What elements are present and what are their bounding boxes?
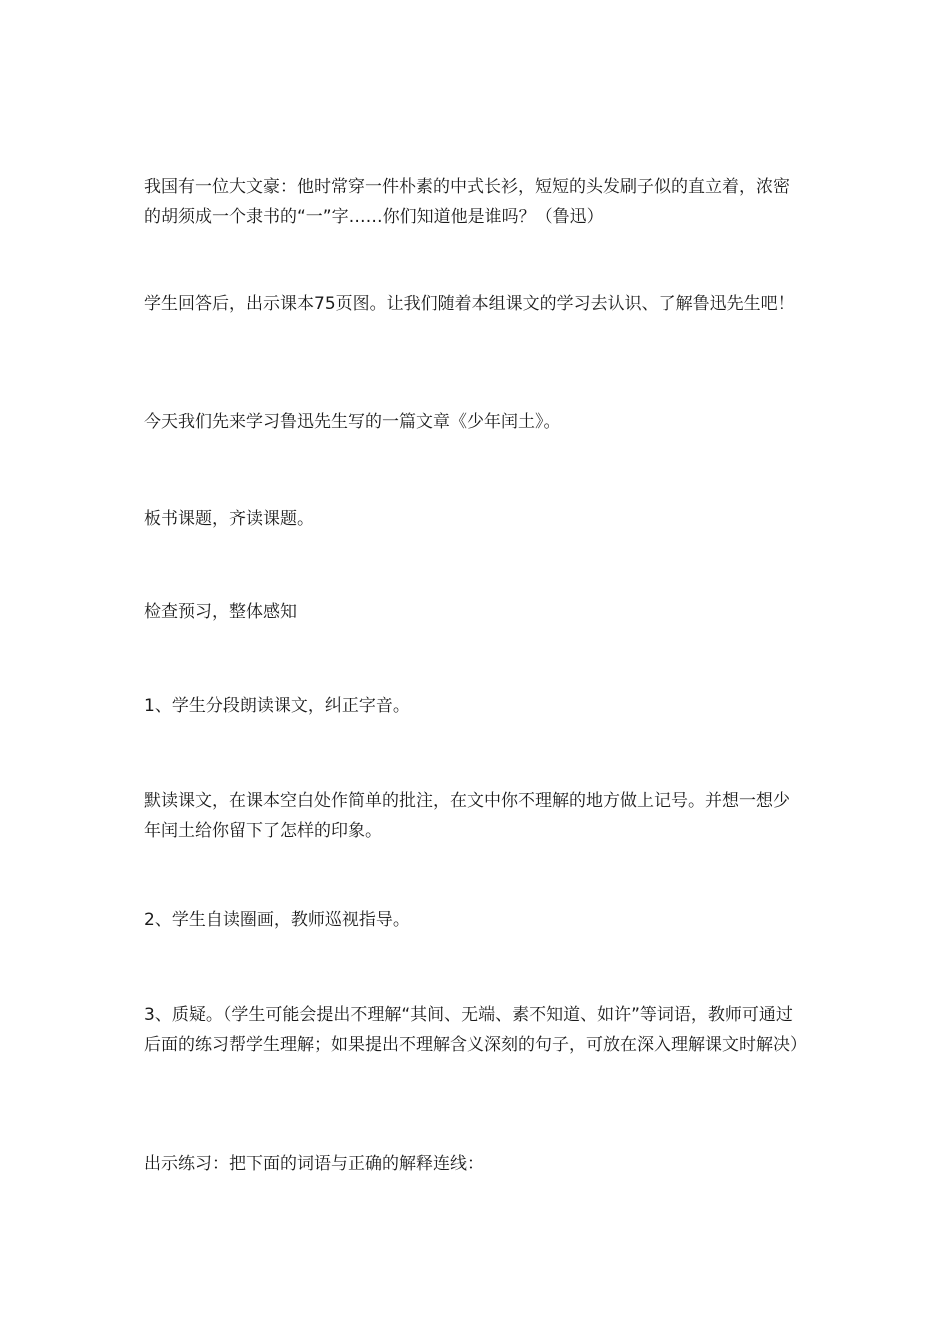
- paragraph-intro-riddle: 我国有一位大文豪：他时常穿一件朴素的中式长衫，短短的头发刷子似的直立着，浓密的胡须成一个隶书的“一”字……你们知道他是谁吗？（鲁迅）: [144, 177, 790, 227]
- paragraph-board-title: 板书课题，齐读课题。: [144, 509, 314, 529]
- section-heading-preview-check: 检查预习，整体感知: [144, 602, 297, 622]
- paragraph-lesson-intro: 今天我们先来学习鲁迅先生写的一篇文章《少年闰土》。: [144, 412, 561, 432]
- paragraph-exercise: 出示练习：把下面的词语与正确的解释连线：: [144, 1154, 484, 1174]
- paragraph-textbook-picture: 学生回答后，出示课本75页图。让我们随着本组课文的学习去认识、了解鲁迅先生吧！: [144, 294, 795, 314]
- paragraph-step-2: 2、学生自读圈画，教师巡视指导。: [144, 910, 410, 930]
- paragraph-step-1: 1、学生分段朗读课文，纠正字音。: [144, 696, 410, 716]
- paragraph-step-3: 3、质疑。（学生可能会提出不理解“其间、无端、素不知道、如许”等词语，教师可通过后面的练习帮学生理解；如果提出不理解含义深刻的句子，可放在深入理解课文时解决）: [144, 1005, 807, 1055]
- paragraph-silent-reading: 默读课文，在课本空白处作简单的批注，在文中你不理解的地方做上记号。并想一想少年闰土给你留下了怎样的印象。: [144, 791, 790, 841]
